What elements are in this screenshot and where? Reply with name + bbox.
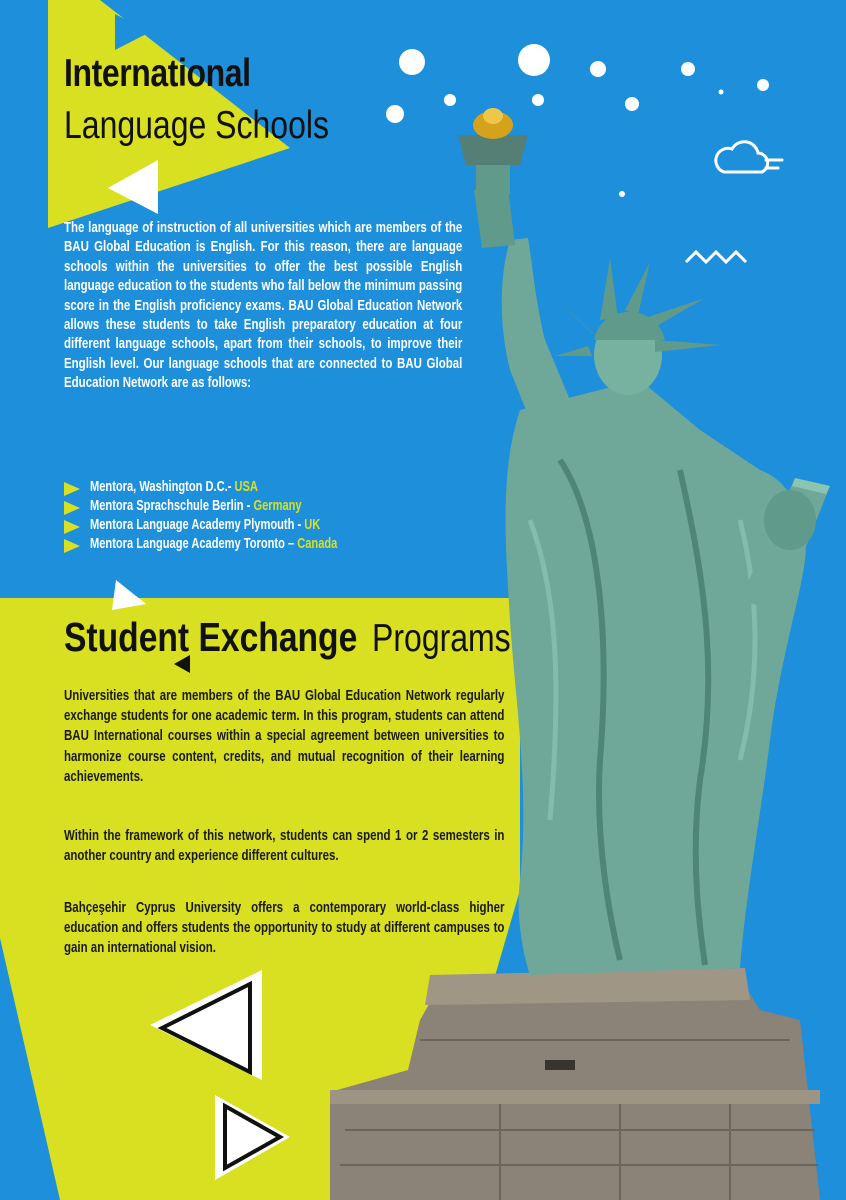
school-country: UK [304,516,321,533]
wave-icon [686,252,746,262]
school-country: USA [234,478,258,495]
exchange-heading-bold: Student Exchange [64,614,358,660]
list-item [64,516,424,535]
exchange-paragraph-2: Within the framework of this network, students can spend 1 or 2 semesters in another country and experience different cultures. [64,827,505,865]
exchange-heading [64,614,511,661]
exchange-heading-regular: Programs [372,617,511,660]
school-country: Canada [297,535,338,552]
list-item [64,478,424,497]
school-country: Germany [253,497,302,514]
bullet-arrow-icon [64,539,80,553]
decorative-dots [386,44,769,197]
bullet-arrow-icon [64,501,80,515]
title-line-language-schools: Language Schools [64,104,329,147]
cloud-icon [716,142,782,172]
school-name: Mentora Language Academy Toronto – [90,535,298,552]
school-name: Mentora Language Academy Plymouth - [90,516,305,533]
bullet-arrow-icon [64,520,80,534]
school-name: Mentora, Washington D.C.- [90,478,235,495]
exchange-paragraph-3: Bahçeşehir Cyprus University offers a contemporary world-class higher education and offers students the opportunity to study at different campuses to gain an international vision. [64,899,505,957]
title-line-international: International [64,52,251,95]
bullet-arrow-icon [64,482,80,496]
intro-paragraph: The language of instruction of all universities which are members of the BAU Global Education is English. For this reason, there are language schools within the universities to offer the best possible English language education to the students who fall below the minimum passing score in the English proficiency exams. BAU Global Education Network allows these students to take English preparatory education at four different language schools, apart from their schools, to improve their English level. Our language schools that are connected to BAU Global Education Network are as follows: [64,219,463,392]
language-schools-list [64,478,424,554]
school-name: Mentora Sprachschule Berlin - [90,497,254,514]
list-item [64,535,424,554]
list-item [64,497,424,516]
exchange-paragraph-1: Universities that are members of the BAU Global Education Network regularly exchange students for one academic term. In this program, students can attend BAU International courses within a special agreement between universities to harmonize course content, credits, and mutual recognition of their learning achievements. [64,687,505,785]
